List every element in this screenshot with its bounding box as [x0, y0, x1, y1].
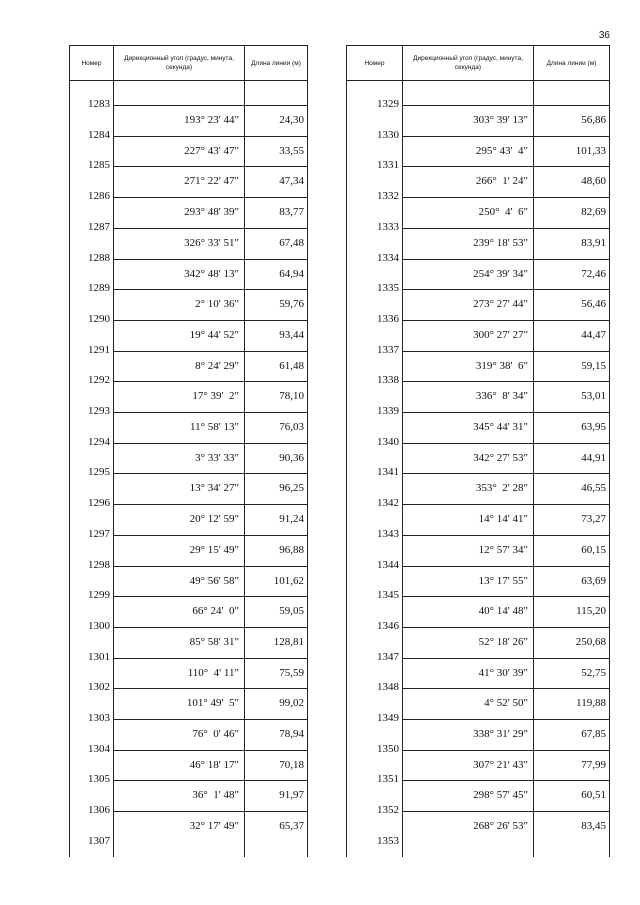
direction-angle: 193° 23' 44" [184, 114, 239, 126]
direction-angle: 239° 18' 53" [473, 236, 528, 249]
line-length: 46,55 [581, 482, 606, 495]
line-length: 59,76 [279, 298, 304, 311]
line-length: 101,62 [273, 574, 304, 587]
row-divider [113, 105, 307, 106]
point-number: 1338 [377, 374, 399, 387]
row-divider [402, 719, 609, 720]
point-number: 1301 [88, 650, 110, 663]
row-divider [113, 381, 307, 382]
point-number: 1296 [88, 497, 110, 510]
line-length: 33,55 [279, 144, 304, 157]
point-number: 1334 [377, 251, 399, 264]
row-divider [402, 688, 609, 689]
line-length: 47,34 [279, 175, 304, 188]
direction-angle: 85° 58' 31" [189, 635, 239, 648]
line-length: 90,36 [279, 451, 304, 464]
direction-angle: 250° 4' 6" [478, 206, 528, 219]
row-divider [113, 780, 307, 781]
direction-angle: 46° 18' 17" [189, 758, 239, 771]
row-divider [113, 627, 307, 628]
point-number: 1331 [377, 159, 399, 172]
point-number: 1330 [377, 128, 399, 141]
row-divider [402, 289, 609, 290]
line-length: 65,37 [279, 820, 304, 833]
header-angle: Дирекционный угол (градус, минута, секунда) [413, 55, 523, 71]
direction-angle: 11° 58' 13" [190, 421, 239, 433]
direction-angle: 12° 57' 34" [478, 543, 528, 556]
row-divider [402, 105, 609, 106]
direction-angle: 36° 1' 48" [192, 789, 239, 802]
point-number: 1353 [377, 834, 399, 847]
direction-angle: 14° 14' 41" [478, 513, 528, 526]
row-divider [113, 166, 307, 167]
row-divider [113, 566, 307, 567]
line-length: 56,86 [581, 114, 606, 126]
point-number: 1295 [88, 466, 110, 479]
direction-angle: 13° 17' 55" [478, 574, 528, 587]
direction-angle: 298° 57' 45" [473, 789, 528, 802]
line-length: 59,15 [581, 359, 606, 372]
line-length: 83,91 [581, 236, 606, 249]
line-length: 91,24 [279, 513, 304, 526]
line-length: 119,88 [576, 697, 606, 710]
line-length: 56,46 [581, 298, 606, 311]
point-number: 1346 [377, 619, 399, 632]
row-divider [113, 412, 307, 413]
direction-angle: 13° 34' 27" [189, 482, 239, 495]
point-number: 1307 [88, 834, 110, 847]
left-coordinate-table [69, 45, 308, 857]
direction-angle: 41° 30' 39" [478, 666, 528, 679]
point-number: 1302 [88, 681, 110, 694]
line-length: 78,94 [279, 728, 304, 740]
direction-angle: 293° 48' 39" [184, 206, 239, 219]
row-divider [113, 688, 307, 689]
point-number: 1344 [377, 558, 399, 571]
point-number: 1292 [88, 374, 110, 387]
row-divider [402, 136, 609, 137]
direction-angle: 303° 39' 13" [473, 114, 528, 126]
row-divider [402, 504, 609, 505]
row-divider [113, 811, 307, 812]
row-divider [113, 443, 307, 444]
direction-angle: 326° 33' 51" [184, 236, 239, 249]
line-length: 44,91 [581, 451, 606, 464]
line-length: 75,59 [279, 666, 304, 679]
row-divider [113, 658, 307, 659]
point-number: 1333 [377, 220, 399, 233]
line-length: 73,27 [581, 513, 606, 526]
direction-angle: 29° 15' 49" [189, 543, 239, 556]
line-length: 76,03 [279, 421, 304, 433]
row-divider [113, 750, 307, 751]
header-number: Номер [81, 59, 102, 67]
point-number: 1298 [88, 558, 110, 571]
line-length: 128,81 [273, 635, 304, 648]
row-divider [402, 596, 609, 597]
line-length: 83,77 [279, 206, 304, 219]
row-divider [402, 473, 609, 474]
header-length: Длина линии (м) [251, 59, 301, 67]
point-number: 1336 [377, 312, 399, 325]
row-divider [402, 166, 609, 167]
point-number: 1294 [88, 435, 110, 448]
row-divider [402, 351, 609, 352]
direction-angle: 271° 22' 47" [184, 175, 239, 188]
line-length: 78,10 [279, 390, 304, 403]
row-divider [402, 381, 609, 382]
direction-angle: 268° 26' 53" [473, 820, 528, 833]
direction-angle: 273° 27' 44" [473, 298, 528, 311]
row-divider [402, 627, 609, 628]
line-length: 24,30 [279, 114, 304, 126]
line-length: 60,15 [581, 543, 606, 556]
direction-angle: 3° 33' 33" [195, 451, 239, 464]
direction-angle: 336° 8' 34" [475, 390, 528, 403]
row-divider [113, 351, 307, 352]
point-number: 1348 [377, 681, 399, 694]
line-length: 82,69 [581, 206, 606, 219]
row-divider [402, 811, 609, 812]
direction-angle: 342° 27' 53" [473, 451, 528, 464]
point-number: 1297 [88, 527, 110, 540]
row-divider [113, 719, 307, 720]
point-number: 1306 [88, 804, 110, 817]
direction-angle: 254° 39' 34" [473, 267, 528, 280]
direction-angle: 40° 14' 48" [478, 605, 528, 618]
table-header [70, 46, 307, 81]
line-length: 70,18 [279, 758, 304, 771]
row-divider [113, 259, 307, 260]
direction-angle: 342° 48' 13" [184, 267, 239, 280]
line-length: 93,44 [279, 328, 304, 341]
line-length: 48,60 [581, 175, 606, 188]
direction-angle: 295° 43' 4" [475, 144, 528, 157]
line-length: 83,45 [581, 820, 606, 833]
line-length: 67,48 [279, 236, 304, 249]
row-divider [402, 535, 609, 536]
line-length: 115,20 [576, 605, 606, 618]
direction-angle: 353° 2' 28" [475, 482, 528, 495]
point-number: 1350 [377, 742, 399, 755]
header-number: Номер [364, 59, 385, 67]
row-divider [402, 320, 609, 321]
row-divider [113, 136, 307, 137]
row-divider [402, 443, 609, 444]
point-number: 1286 [88, 190, 110, 203]
point-number: 1337 [377, 343, 399, 356]
row-divider [113, 197, 307, 198]
point-number: 1293 [88, 405, 110, 417]
table-header [347, 46, 609, 81]
right-coordinate-table [346, 45, 610, 857]
point-number: 1290 [88, 312, 110, 325]
direction-angle: 227° 43' 47" [184, 144, 239, 157]
row-divider [113, 504, 307, 505]
direction-angle: 17° 39' 2" [192, 390, 239, 403]
line-length: 64,94 [279, 267, 304, 280]
row-divider [113, 596, 307, 597]
point-number: 1285 [88, 159, 110, 172]
row-divider [402, 658, 609, 659]
point-number: 1345 [377, 589, 399, 602]
point-number: 1347 [377, 650, 399, 663]
point-number: 1343 [377, 527, 399, 540]
direction-angle: 76° 0' 46" [192, 728, 239, 740]
line-length: 63,69 [581, 574, 606, 587]
line-length: 63,95 [581, 421, 606, 433]
row-divider [113, 289, 307, 290]
line-length: 99,02 [279, 697, 304, 710]
direction-angle: 2° 10' 36" [195, 298, 239, 311]
point-number: 1283 [88, 98, 110, 110]
line-length: 96,88 [279, 543, 304, 556]
row-divider [402, 259, 609, 260]
point-number: 1305 [88, 773, 110, 786]
page-number: 36 [598, 30, 610, 41]
direction-angle: 66° 24' 0" [192, 605, 239, 618]
line-length: 60,51 [581, 789, 606, 802]
point-number: 1287 [88, 220, 110, 233]
direction-angle: 49° 56' 58" [189, 574, 239, 587]
direction-angle: 319° 38' 6" [475, 359, 528, 372]
point-number: 1299 [88, 589, 110, 602]
header-angle: Дирекционный угол (градус, минута, секунда) [124, 55, 234, 71]
point-number: 1335 [377, 282, 399, 295]
direction-angle: 19° 44' 52" [189, 328, 239, 341]
row-divider [113, 473, 307, 474]
point-number: 1304 [88, 742, 110, 755]
point-number: 1342 [377, 497, 399, 510]
point-number: 1352 [377, 804, 399, 817]
direction-angle: 345° 44' 31" [473, 421, 528, 433]
direction-angle: 110° 4' 11" [187, 666, 239, 679]
point-number: 1289 [88, 282, 110, 295]
row-divider [402, 228, 609, 229]
direction-angle: 8° 24' 29" [195, 359, 239, 372]
point-number: 1300 [88, 619, 110, 632]
line-length: 101,33 [575, 144, 606, 157]
direction-angle: 266° 1' 24" [475, 175, 528, 188]
line-length: 52,75 [581, 666, 606, 679]
point-number: 1288 [88, 251, 110, 264]
line-length: 61,48 [279, 359, 304, 372]
point-number: 1340 [377, 435, 399, 448]
row-divider [402, 566, 609, 567]
line-length: 96,25 [279, 482, 304, 495]
line-length: 250,68 [575, 635, 606, 648]
row-divider [402, 780, 609, 781]
direction-angle: 338° 31' 29" [473, 728, 528, 740]
row-divider [402, 412, 609, 413]
row-divider [402, 750, 609, 751]
line-length: 77,99 [581, 758, 606, 771]
direction-angle: 32° 17' 49" [189, 820, 239, 833]
row-divider [402, 197, 609, 198]
point-number: 1351 [377, 773, 399, 786]
line-length: 91,97 [279, 789, 304, 802]
direction-angle: 307° 21' 43" [473, 758, 528, 771]
point-number: 1284 [88, 128, 110, 141]
point-number: 1329 [377, 98, 399, 110]
row-divider [113, 228, 307, 229]
line-length: 53,01 [581, 390, 606, 403]
header-length: Длина линии (м) [546, 59, 597, 67]
point-number: 1303 [88, 712, 110, 724]
line-length: 72,46 [581, 267, 606, 280]
point-number: 1332 [377, 190, 399, 203]
direction-angle: 4° 52' 50" [484, 697, 528, 710]
direction-angle: 52° 18' 26" [478, 635, 528, 648]
point-number: 1291 [88, 343, 110, 356]
line-length: 67,85 [581, 728, 606, 740]
direction-angle: 101° 49' 5" [186, 697, 239, 710]
direction-angle: 20° 12' 59" [189, 513, 239, 526]
row-divider [113, 320, 307, 321]
point-number: 1349 [377, 712, 399, 724]
direction-angle: 300° 27' 27" [473, 328, 528, 341]
row-divider [113, 535, 307, 536]
point-number: 1339 [377, 405, 399, 417]
line-length: 44,47 [581, 328, 606, 341]
line-length: 59,05 [279, 605, 304, 618]
point-number: 1341 [377, 466, 399, 479]
